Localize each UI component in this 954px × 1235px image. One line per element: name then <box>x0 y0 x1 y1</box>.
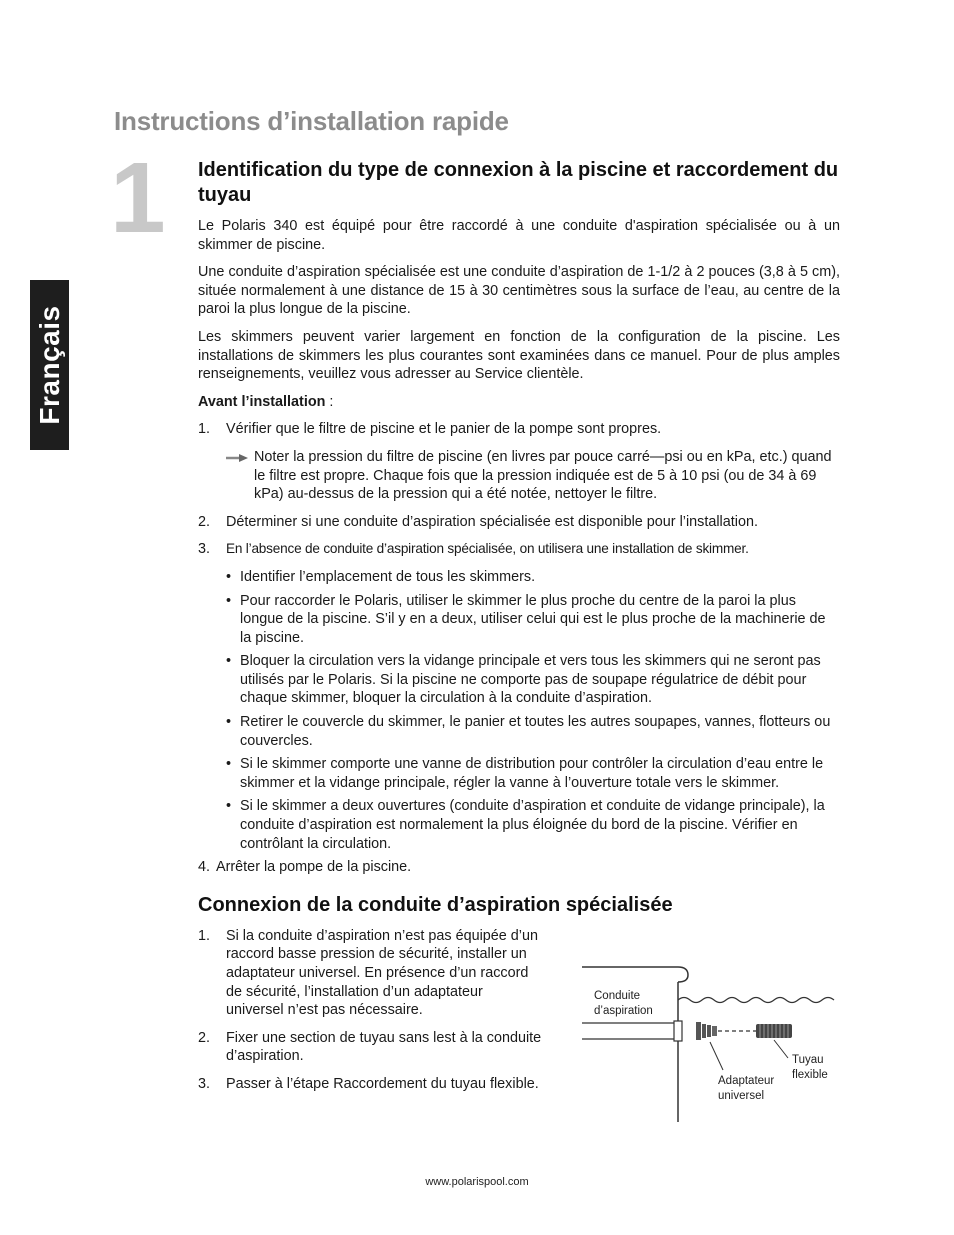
pressure-note <box>198 448 840 504</box>
list-item-text: Si la conduite d’aspiration n’est pas équipée d’un raccord basse pression de sécurité, installer un adaptateur universel. En présence d’un raccord de sécurité, l’installation d’un adaptateur universel n’est pas nécessaire. <box>226 927 539 1019</box>
pool-coping <box>582 967 688 982</box>
paragraph-skimmers: Les skimmers peuvent varier largement en fonction de la configuration de la piscine. Les installations de skimmers les plus courantes sont examinées dans ce manuel. Pour de plus amples renseignements, veuillez vous adresser au Service clientèle. <box>198 328 840 383</box>
list-item-number: 2. <box>198 513 211 530</box>
skimmer-bullet-list <box>198 568 840 853</box>
list-item-number: 1. <box>198 927 211 944</box>
before-install-line <box>198 393 840 412</box>
list-item <box>198 540 840 559</box>
before-install-label: Avant l’installation <box>198 393 326 410</box>
universal-adapter <box>696 1022 717 1040</box>
label-tuyau-line2: flexible <box>792 1069 828 1081</box>
bullet-item: • Si le skimmer comporte une vanne de distribution pour contrôler la circulation d’eau entre le skimmer et la vidange principale, régler la vanne à l’ouverture totale vers le skimmer. <box>226 755 840 792</box>
label-adaptateur-line2: universel <box>718 1090 765 1102</box>
paragraph-intro: Le Polaris 340 est équipé pour être raccordé à une conduite d'aspiration spécialisée ou à un skimmer de piscine. <box>198 218 840 253</box>
section-heading-connection-type: Identification du type de connexion à la piscine et raccordement du tuyau <box>198 159 839 206</box>
step-number: 1 <box>110 142 166 254</box>
suction-steps <box>198 927 543 1094</box>
list-item <box>198 1029 543 1066</box>
list-item-number: 2. <box>198 1029 211 1046</box>
footer-url: www.polarispool.com <box>425 1176 529 1188</box>
list-item <box>198 1075 543 1094</box>
list-item <box>198 858 840 877</box>
bullet-item: • Identifier l’emplacement de tous les skimmers. <box>226 568 840 587</box>
list-item-number: 1. <box>198 421 211 438</box>
list-item-text: En l’absence de conduite d’aspiration spécialisée, on utilisera une installation de skimmer. <box>226 541 749 557</box>
list-item-number: 3. <box>198 541 211 558</box>
suction-line-diagram <box>578 960 840 1126</box>
bullet-item: • Retirer le couvercle du skimmer, le panier et toutes les autres soupapes, vannes, flotteurs ou couvercles. <box>226 713 840 750</box>
list-item <box>198 513 840 532</box>
list-item-number: 4. <box>198 859 211 876</box>
label-conduite-line1: Conduite <box>594 990 641 1002</box>
arrow-icon <box>226 454 248 462</box>
list-item-number: 3. <box>198 1075 211 1092</box>
list-item-text: Arrêter la pompe de la piscine. <box>216 859 412 876</box>
pressure-note-text: Noter la pression du filtre de piscine (en livres par pouce carré—psi ou en kPa, etc.) quand le filtre est propre. Chaque fois que la pression indiquée est de 5 à 10 psi (ou de 34 à 69 kPa) au-dessus de la pression qui a été notée, nettoyer le filtre. <box>254 448 832 503</box>
water-surface <box>678 998 834 1003</box>
label-adaptateur-line1: Adaptateur <box>718 1075 775 1087</box>
list-item-text: Fixer une section de tuyau sans lest à la conduite d’aspiration. <box>226 1029 542 1065</box>
suction-port <box>674 1021 682 1041</box>
flexible-hose <box>756 1024 792 1038</box>
label-conduite-line2: d’aspiration <box>594 1005 653 1017</box>
before-install-suffix: : <box>325 393 334 410</box>
list-item <box>198 420 840 439</box>
language-side-tab <box>30 280 69 450</box>
page-title: Instructions d’installation rapide <box>114 106 509 136</box>
bullet-item: • Pour raccorder le Polaris, utiliser le skimmer le plus proche du centre de la paroi la plus longue de la piscine. S’il y en a deux, utiliser celui qui est le plus proche de la machinerie de la piscine. <box>226 592 840 648</box>
language-label: Français <box>33 305 65 425</box>
list-item-text: Passer à l’étape Raccordement du tuyau flexible. <box>226 1075 539 1092</box>
bullet-item: • Bloquer la circulation vers la vidange principale et vers tous les skimmers qui ne seront pas utilisés par le Polaris. Si la piscine ne comporte pas de soupape régulatrice de débit pour chaque skimmer, bloquer la circulation à la conduite d’aspiration. <box>226 652 840 708</box>
label-tuyau-line1: Tuyau <box>792 1054 824 1066</box>
section-heading-suction-connection: Connexion de la conduite d’aspiration spécialisée <box>198 893 673 916</box>
list-item <box>198 927 543 1020</box>
list-item-text: Vérifier que le filtre de piscine et le panier de la pompe sont propres. <box>226 421 662 438</box>
bullet-item: • Si le skimmer a deux ouvertures (conduite d’aspiration et conduite de vidange principale), la conduite d’aspiration est normalement la plus éloignée du bord de la piscine. Vérifier en contrôlant la circulation. <box>226 797 840 853</box>
adapter-leader-line <box>710 1042 723 1070</box>
hose-leader-line <box>774 1040 788 1058</box>
paragraph-suction-line: Une conduite d’aspiration spécialisée est une conduite d’aspiration de 1-1/2 à 2 pouces (3,8 à 5 cm), située normalement à une distance de 15 à 30 centimètres sous la surface de l’eau, au centre de la paroi la plus longue de la piscine. <box>198 264 840 318</box>
list-item-text: Déterminer si une conduite d’aspiration spécialisée est disponible pour l’installation. <box>226 513 758 530</box>
